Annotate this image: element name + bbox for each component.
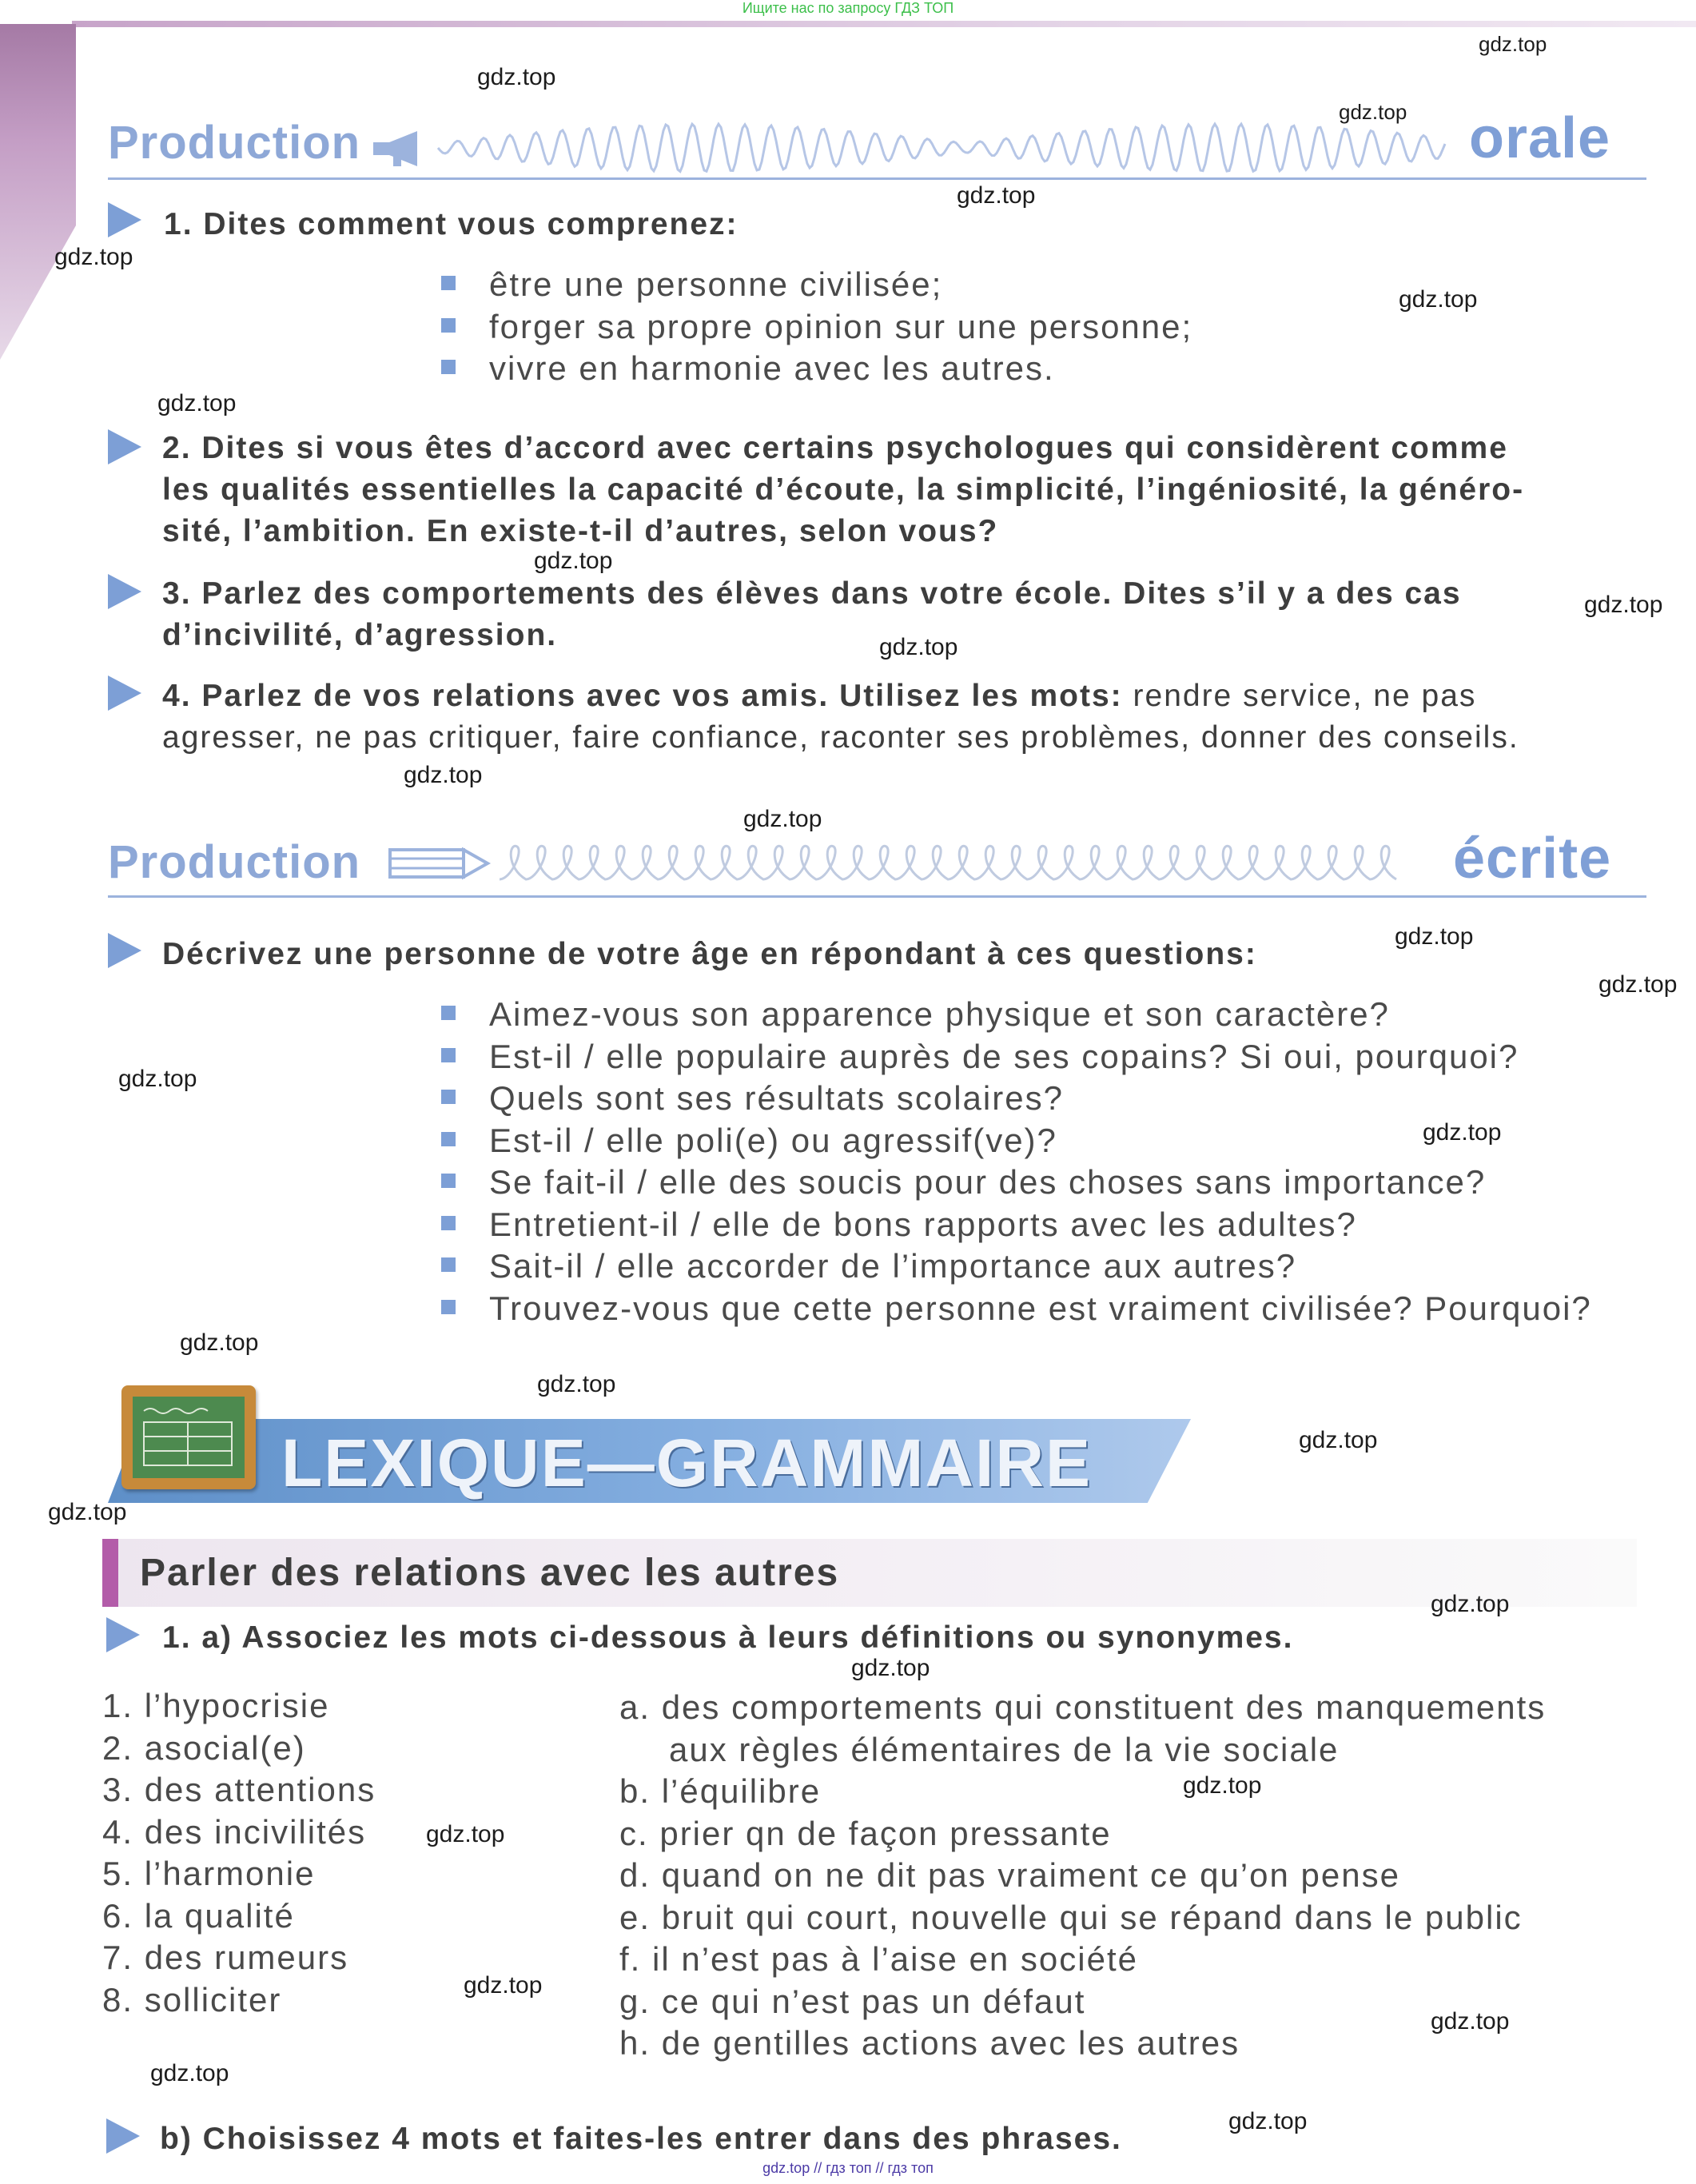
bullet-square-icon [441,1006,456,1020]
watermark: gdz.top [157,390,237,416]
production-ecrite-title-left: Production [108,836,361,888]
watermark: gdz.top [404,762,483,788]
bullet-square-icon [441,1216,456,1230]
definition-item: b. l’équilibre [619,1772,822,1810]
bullet-square-icon [441,1048,456,1062]
question-1: 1. Dites comment vous comprenez: [164,207,739,241]
bullet-square-icon [441,360,456,374]
watermark: gdz.top [1598,971,1678,998]
watermark: gdz.top [48,1499,127,1525]
bullet-square-icon [441,1257,456,1272]
exercise-1b: b) Choisissez 4 mots et faites-les entrer dans des phrases. [160,2122,1122,2156]
watermark: gdz.top [879,634,958,660]
pencil-icon [388,843,492,883]
lexique-subtitle: Parler des relations avec les autres [140,1552,840,1594]
watermark: gdz.top [464,1972,543,1999]
section-rule [108,895,1646,898]
definition-item: f. il n’est pas à l’aise en société [619,1940,1138,1978]
q1-bullet-list [441,264,1480,390]
watermark: gdz.top [118,1066,197,1092]
list-item: Aimez-vous son apparence physique et son caractère? [441,994,1688,1036]
bullet-square-icon [441,276,456,290]
list-item: être une personne civilisée; [441,264,1480,306]
exercise-arrow-icon [106,1617,140,1652]
list-item: Se fait-il / elle des soucis pour des choses sans importance? [441,1162,1688,1204]
exercise-arrow-icon [108,429,141,464]
bullet-square-icon [441,1174,456,1188]
left-decor-band [0,24,76,360]
definition-item: d. quand on ne dit pas vraiment ce qu’on pense [619,1856,1400,1894]
watermark: gdz.top [180,1329,259,1356]
ecrite-bullet-list [441,994,1688,1329]
section-rule [108,177,1646,180]
word-item: 5. l’harmonie [102,1855,316,1892]
watermark: gdz.top [1431,1591,1510,1617]
production-ecrite-title-right: écrite [1453,827,1612,891]
bullet-square-icon [441,1300,456,1314]
bullet-square-icon [441,318,456,333]
bullet-square-icon [441,1090,456,1104]
watermark: gdz.top [1399,286,1478,313]
word-list [102,1685,376,2021]
list-item: Est-il / elle poli(e) ou agressif(ve)? [441,1120,1688,1162]
watermark: gdz.top [534,548,613,574]
question-3: 3. Parlez des comportements des élèves dans votre école. Dites s’il y a des cas d’incivilité, d’agression. [162,576,1462,652]
exercise-1a: 1. a) Associez les mots ci-dessous à leurs définitions ou synonymes. [162,1620,1294,1655]
top-decor-line [72,21,1696,27]
list-item: forger sa propre opinion sur une personne; [441,306,1480,349]
production-orale-title-left: Production [108,117,361,169]
definition-list [619,1687,1546,2065]
ecrite-prompt: Décrivez une personne de votre âge en répondant à ces questions: [162,937,1257,971]
sound-wave-decor [438,120,1453,176]
top-note: Ищите нас по запросу ГДЗ ТОП [742,0,954,16]
word-item: 1. l’hypocrisie [102,1687,330,1724]
word-item: 3. des attentions [102,1771,376,1808]
word-item: 8. solliciter [102,1980,282,2019]
exercise-arrow-icon [108,202,141,237]
word-item: 4. des incivilités [102,1812,367,1851]
watermark: gdz.top [1299,1427,1378,1453]
production-orale-title-right: orale [1469,106,1611,170]
list-item: Trouvez-vous que cette personne est vraiment civilisée? Pourquoi? [441,1288,1688,1330]
watermark: gdz.top [1584,592,1663,618]
watermark: gdz.top [1431,2008,1510,2035]
definition-item: a. des comportements qui constituent des manquements [619,1688,1547,1726]
list-item: vivre en harmonie avec les autres. [441,348,1480,390]
word-item: 7. des rumeurs [102,1939,349,1976]
bullet-square-icon [441,1132,456,1146]
subtitle-marker [102,1539,118,1607]
watermark: gdz.top [1395,923,1474,950]
definition-item: c. prier qn de façon pressante [619,1814,1112,1852]
watermark: gdz.top [1339,100,1407,124]
lexique-banner-title: LEXIQUE—GRAMMAIRE [281,1425,1093,1501]
watermark: gdz.top [1423,1119,1502,1146]
megaphone-icon [369,128,425,169]
chalkboard-table-icon [137,1405,240,1472]
exercise-arrow-icon [108,574,141,609]
watermark: gdz.top [54,244,133,270]
question-4: 4. Parlez de vos relations avec vos amis. Utilisez les mots: rendre service, ne pas agresser, ne pas critiquer, faire confiance, raconter ses problèmes, donner des conseils. [162,679,1519,755]
definition-item: e. bruit qui court, nouvelle qui se répand dans le public [619,1898,1523,1936]
list-item: Sait-il / elle accorder de l’importance aux autres? [441,1245,1688,1288]
definition-item: h. de gentilles actions avec les autres [619,2024,1240,2062]
word-item: 6. la qualité [102,1896,295,1935]
exercise-arrow-icon [106,2118,140,2154]
list-item: Quels sont ses résultats scolaires? [441,1078,1688,1120]
watermark: gdz.top [957,182,1036,209]
exercise-arrow-icon [108,676,141,711]
watermark: gdz.top [477,64,556,90]
watermark: gdz.top [1183,1772,1262,1799]
watermark: gdz.top [426,1821,505,1847]
watermark: gdz.top [150,2060,229,2086]
exercise-arrow-icon [108,933,141,968]
watermark: gdz.top [1228,2108,1308,2134]
watermark: gdz.top [537,1371,616,1397]
handwriting-decor [500,835,1427,891]
watermark: gdz.top [1479,32,1547,56]
definition-item: g. ce qui n’est pas un défaut [619,1982,1086,2020]
list-item: Entretient-il / elle de bons rapports avec les adultes? [441,1204,1688,1246]
definition-item: aux règles élémentaires de la vie sociale [669,1730,1340,1768]
watermark: gdz.top [851,1655,930,1681]
bottom-note: gdz.top // гдз топ // гдз топ [762,2160,934,2176]
watermark: gdz.top [743,806,822,832]
question-2: 2. Dites si vous êtes d’accord avec certains psychologues qui considèrent comme les qualités essentielles la capacité d’écoute, la simplicité, l’ingéniosité, la généro- sité, l’ambition. En existe-t-il d’autres, selon vous? [162,431,1525,548]
list-item: Est-il / elle populaire auprès de ses copains? Si oui, pourquoi? [441,1036,1688,1078]
word-item: 2. asocial(e) [102,1728,306,1767]
